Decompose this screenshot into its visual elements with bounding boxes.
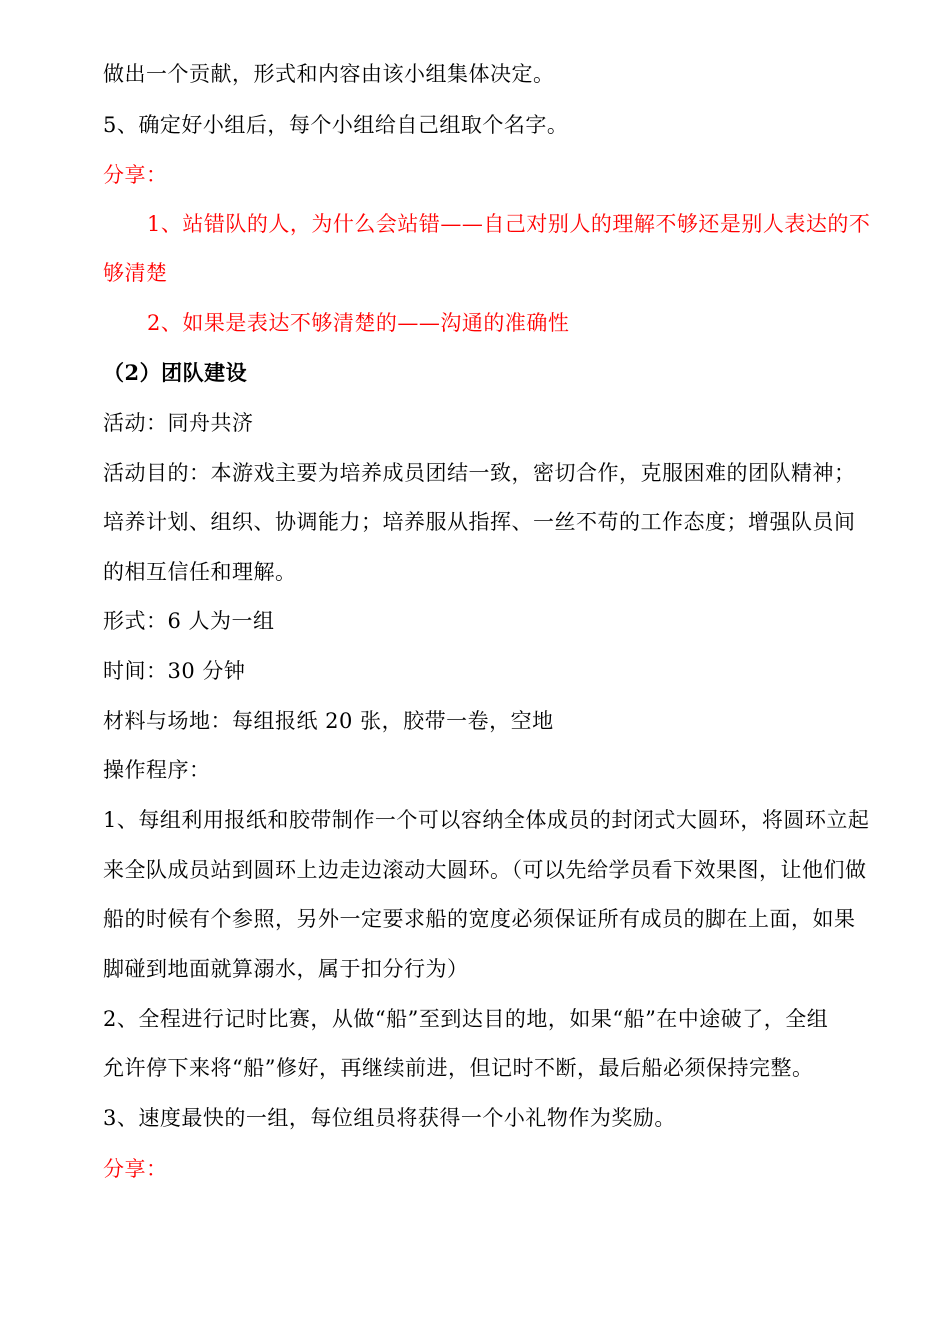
paragraph-line: 允许停下来将“船”修好，再继续前进，但记时不断，最后船必须保持完整。: [103, 1056, 814, 1080]
paragraph-line: 2、全程进行记时比赛，从做“船”至到达目的地，如果“船”在中途破了，全组: [103, 1007, 829, 1031]
paragraph-line: 5、确定好小组后，每个小组给自己组取个名字。: [103, 113, 569, 137]
paragraph-line: 做出一个贡献，形式和内容由该小组集体决定。: [103, 62, 555, 86]
paragraph-line: 3、速度最快的一组，每位组员将获得一个小礼物作为奖励。: [103, 1106, 676, 1130]
paragraph-line: 材料与场地：每组报纸 20 张，胶带一卷，空地: [103, 709, 554, 733]
section-heading: （2）团队建设: [103, 360, 248, 385]
share-heading: 分享：: [103, 1157, 168, 1181]
paragraph-line: 脚碰到地面就算溺水，属于扣分行为）: [103, 957, 469, 981]
paragraph-line: 时间：30 分钟: [103, 659, 246, 683]
share-point: 2、如果是表达不够清楚的——沟通的准确性: [147, 311, 570, 335]
paragraph-line: 形式：6 人为一组: [103, 609, 275, 633]
share-heading: 分享：: [103, 163, 168, 187]
paragraph-line: 操作程序：: [103, 758, 211, 782]
paragraph-line: 的相互信任和理解。: [103, 560, 297, 584]
paragraph-line: 船的时候有个参照，另外一定要求船的宽度必须保证所有成员的脚在上面，如果: [103, 907, 856, 931]
paragraph-line: 来全队成员站到圆环上边走边滚动大圆环。（可以先给学员看下效果图，让他们做: [103, 858, 867, 882]
share-point-continued: 够清楚: [103, 261, 168, 285]
paragraph-line: 1、每组利用报纸和胶带制作一个可以容纳全体成员的封闭式大圆环，将圆环立起: [103, 808, 870, 832]
share-point: 1、站错队的人，为什么会站错——自己对别人的理解不够还是别人表达的不: [147, 212, 871, 236]
paragraph-line: 培养计划、组织、协调能力；培养服从指挥、一丝不苟的工作态度；增强队员间: [103, 510, 856, 534]
paragraph-line: 活动目的：本游戏主要为培养成员团结一致，密切合作，克服困难的团队精神；: [103, 461, 856, 485]
paragraph-line: 活动：同舟共济: [103, 411, 254, 435]
